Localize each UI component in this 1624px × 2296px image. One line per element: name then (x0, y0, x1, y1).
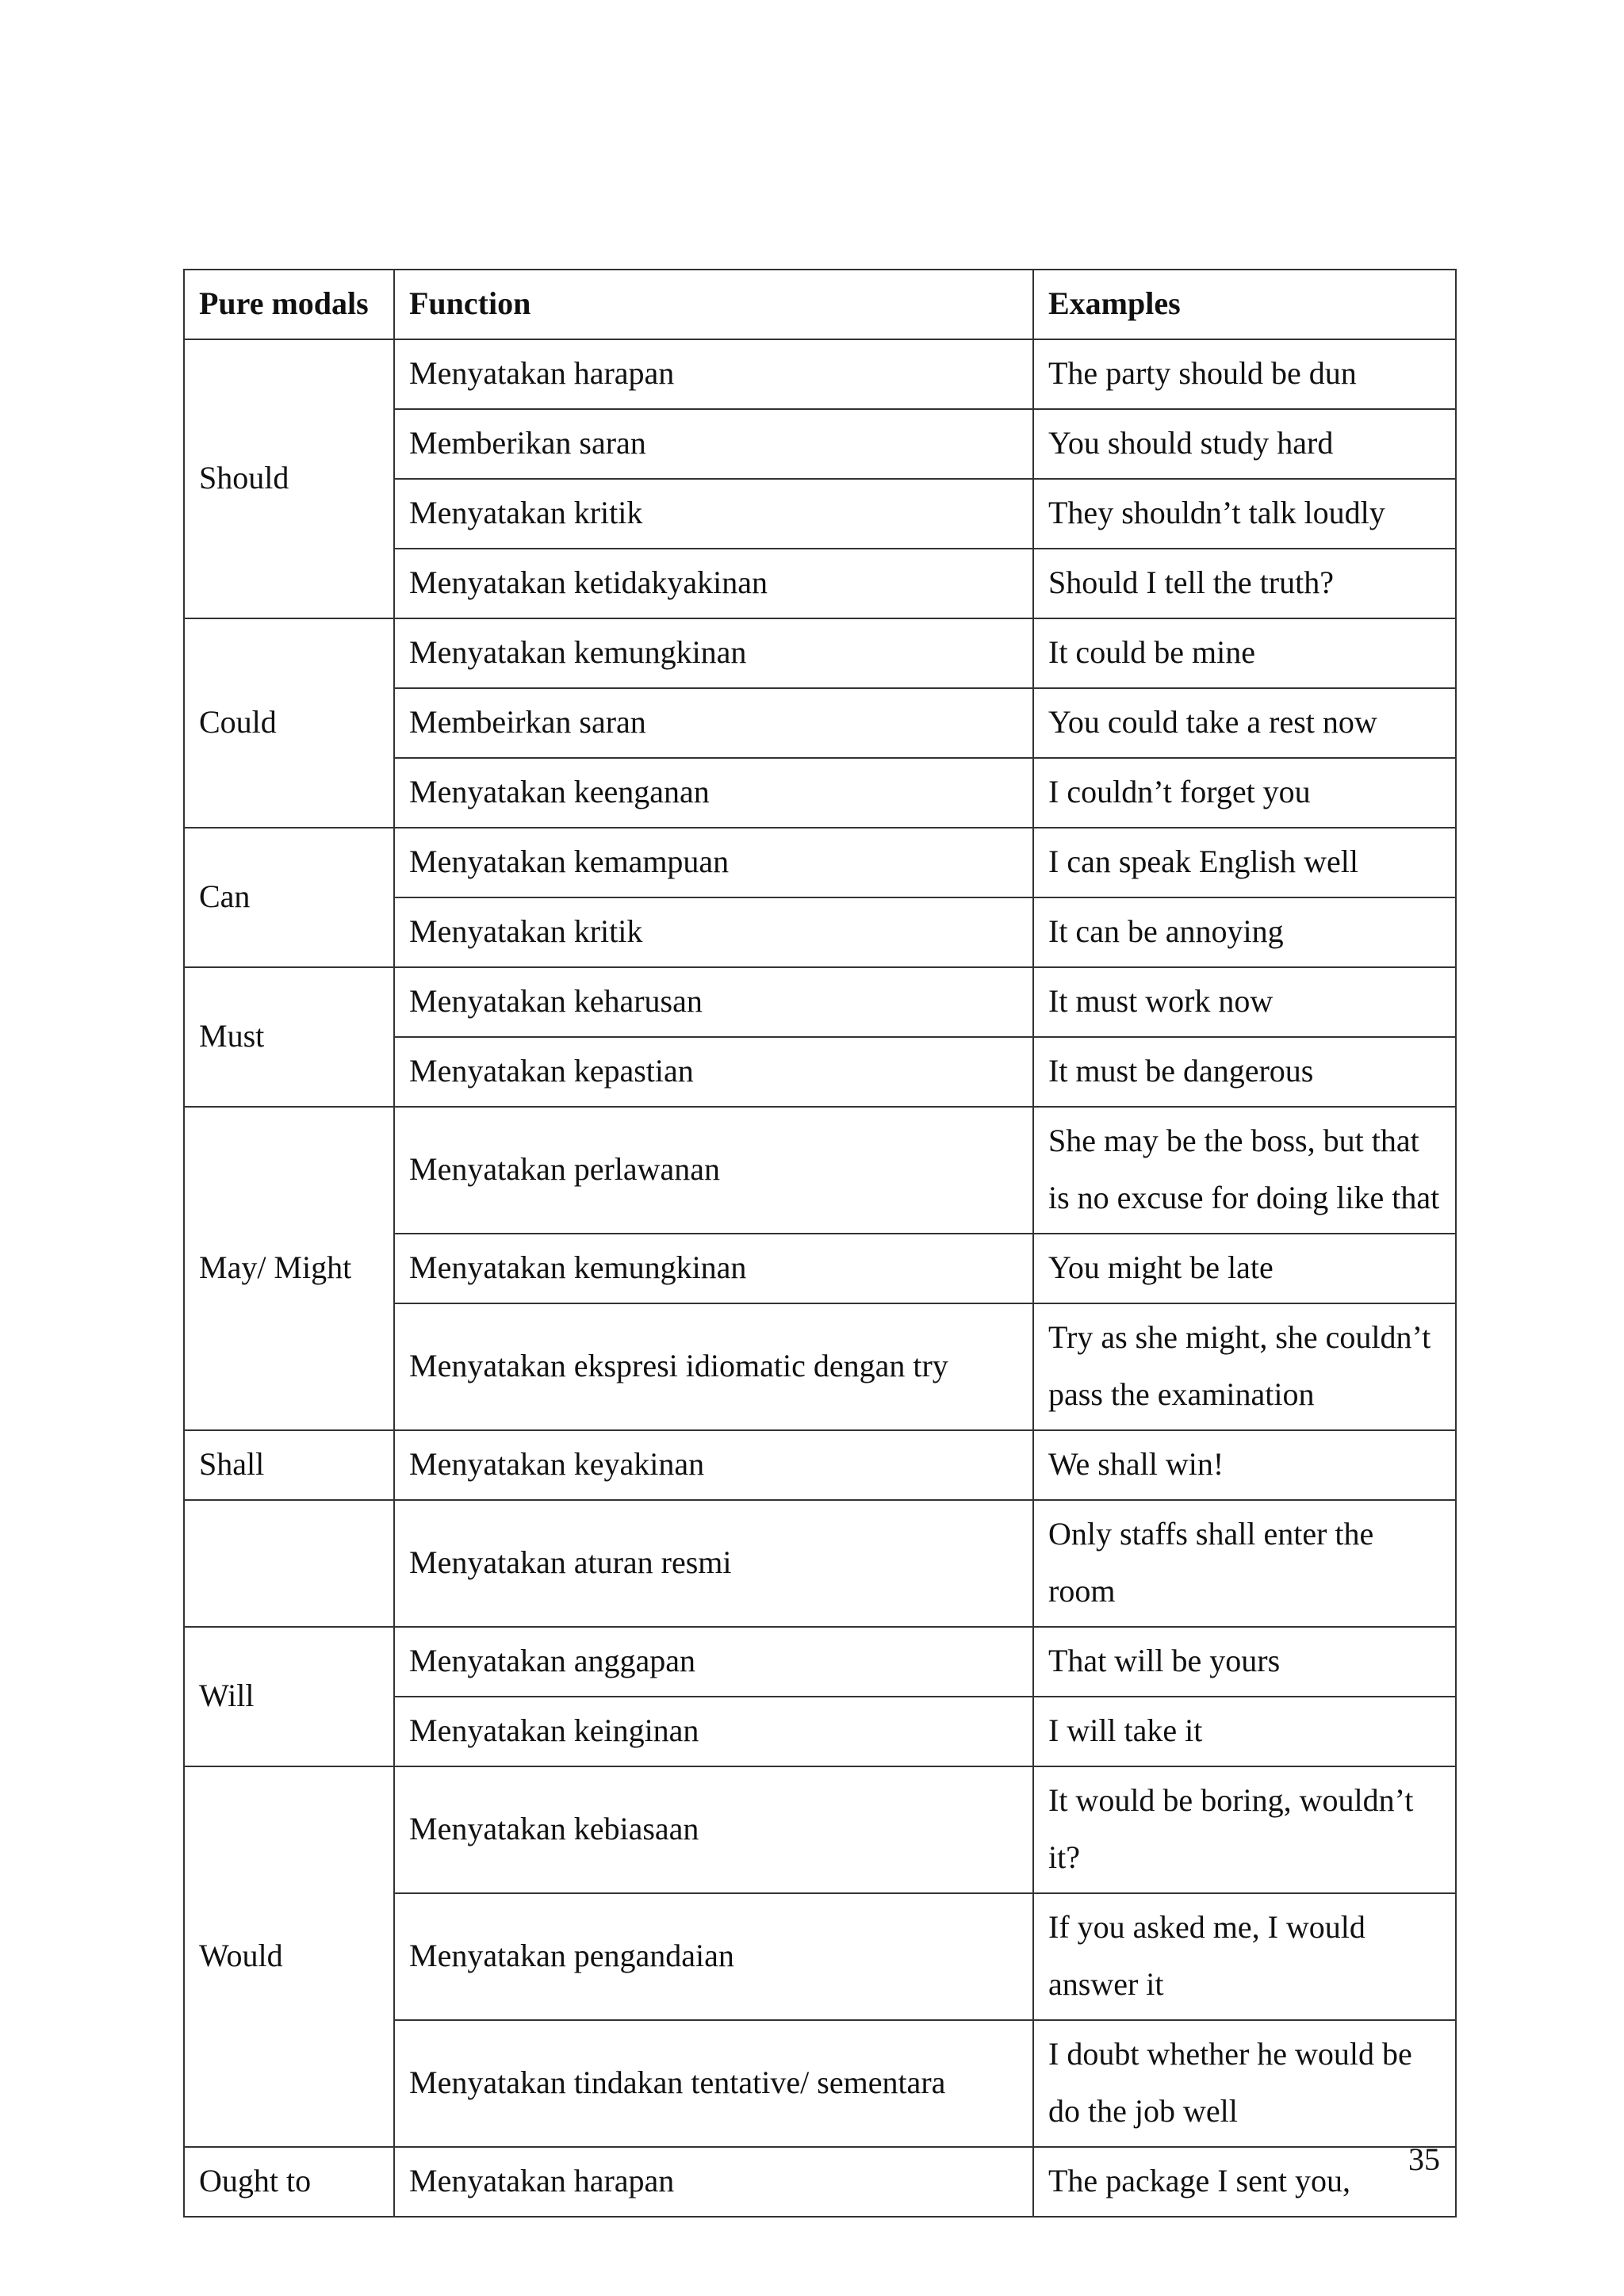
page-number: 35 (1408, 2141, 1440, 2177)
table-row (184, 1107, 1456, 1234)
modal-cell: Could (184, 618, 394, 828)
example-cell: I can speak English well (1033, 828, 1456, 897)
function-cell: Menyatakan ketidakyakinan (394, 549, 1033, 618)
function-cell: Menyatakan kebiasaan (394, 1766, 1033, 1893)
modal-cell: Ought to (184, 2147, 394, 2217)
example-cell: I will take it (1033, 1697, 1456, 1766)
modal-cell (184, 1500, 394, 1627)
table-row (184, 2147, 1456, 2217)
function-cell: Menyatakan keinginan (394, 1697, 1033, 1766)
function-cell: Menyatakan kritik (394, 479, 1033, 549)
example-cell: She may be the boss, but that is no excuse for doing like that (1033, 1107, 1456, 1234)
modal-cell: Must (184, 967, 394, 1107)
table-header-row (184, 270, 1456, 339)
table-row (184, 618, 1456, 688)
example-cell: If you asked me, I would answer it (1033, 1893, 1456, 2020)
function-cell: Menyatakan harapan (394, 2147, 1033, 2217)
example-cell: It can be annoying (1033, 897, 1456, 967)
function-cell: Menyatakan aturan resmi (394, 1500, 1033, 1627)
function-cell: Menyatakan anggapan (394, 1627, 1033, 1697)
table-row (184, 339, 1456, 409)
example-cell: Try as she might, she couldn’t pass the examination (1033, 1303, 1456, 1430)
function-cell: Memberikan saran (394, 409, 1033, 479)
example-cell: The party should be dun (1033, 339, 1456, 409)
table-row (184, 1627, 1456, 1697)
modals-table (183, 269, 1457, 2218)
modal-cell: Shall (184, 1430, 394, 1500)
modal-cell: Can (184, 828, 394, 967)
example-cell: It must work now (1033, 967, 1456, 1037)
modal-cell: May/ Might (184, 1107, 394, 1430)
table-row (184, 1500, 1456, 1627)
table-row (184, 1766, 1456, 1893)
header-pure-modals: Pure modals (184, 270, 394, 339)
function-cell: Menyatakan kepastian (394, 1037, 1033, 1107)
function-cell: Menyatakan tindakan tentative/ sementara (394, 2020, 1033, 2147)
modal-cell: Will (184, 1627, 394, 1766)
modal-cell: Would (184, 1766, 394, 2147)
example-cell: Should I tell the truth? (1033, 549, 1456, 618)
example-cell: You might be late (1033, 1234, 1456, 1303)
modal-cell: Should (184, 339, 394, 618)
example-cell: You could take a rest now (1033, 688, 1456, 758)
function-cell: Menyatakan pengandaian (394, 1893, 1033, 2020)
function-cell: Membeirkan saran (394, 688, 1033, 758)
example-cell: We shall win! (1033, 1430, 1456, 1500)
example-cell: The package I sent you, (1033, 2147, 1456, 2217)
example-cell: I doubt whether he would be do the job well (1033, 2020, 1456, 2147)
table-row (184, 967, 1456, 1037)
function-cell: Menyatakan perlawanan (394, 1107, 1033, 1234)
function-cell: Menyatakan keharusan (394, 967, 1033, 1037)
function-cell: Menyatakan keyakinan (394, 1430, 1033, 1500)
function-cell: Menyatakan keenganan (394, 758, 1033, 828)
example-cell: It could be mine (1033, 618, 1456, 688)
example-cell: It must be dangerous (1033, 1037, 1456, 1107)
function-cell: Menyatakan harapan (394, 339, 1033, 409)
example-cell: I couldn’t forget you (1033, 758, 1456, 828)
function-cell: Menyatakan ekspresi idiomatic dengan try (394, 1303, 1033, 1430)
example-cell: They shouldn’t talk loudly (1033, 479, 1456, 549)
function-cell: Menyatakan kemungkinan (394, 618, 1033, 688)
header-examples: Examples (1033, 270, 1456, 339)
example-cell: Only staffs shall enter the room (1033, 1500, 1456, 1627)
function-cell: Menyatakan kemungkinan (394, 1234, 1033, 1303)
header-function: Function (394, 270, 1033, 339)
table-row (184, 1430, 1456, 1500)
table-row (184, 828, 1456, 897)
example-cell: You should study hard (1033, 409, 1456, 479)
function-cell: Menyatakan kritik (394, 897, 1033, 967)
example-cell: It would be boring, wouldn’t it? (1033, 1766, 1456, 1893)
example-cell: That will be yours (1033, 1627, 1456, 1697)
function-cell: Menyatakan kemampuan (394, 828, 1033, 897)
